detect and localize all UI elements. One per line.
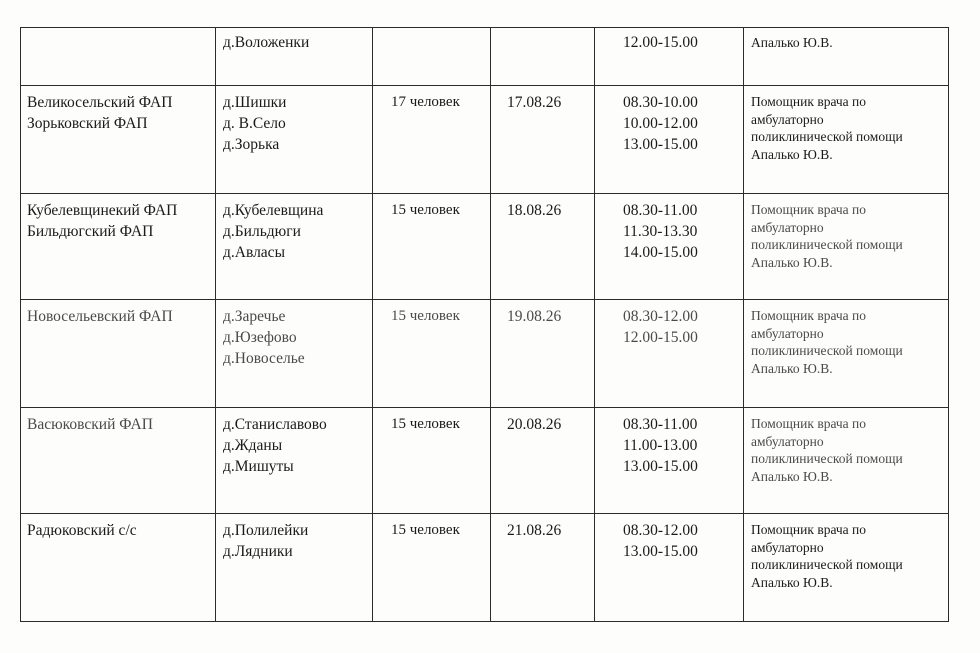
village-name: д.Новоселье [223, 350, 305, 367]
time-slot: 12.00-15.00 [623, 329, 698, 346]
people-count: 15 человек [391, 522, 460, 538]
village-name: д. В.Село [223, 115, 286, 132]
time-slot: 13.00-15.00 [623, 136, 698, 153]
date-cell [491, 300, 595, 408]
villages-cell [216, 86, 373, 194]
date-cell [491, 514, 595, 622]
people-cell [373, 300, 491, 408]
time-slot: 13.00-15.00 [623, 543, 698, 560]
times-cell [595, 86, 744, 194]
time-slot: 08.30-11.00 [623, 202, 698, 219]
times-cell [595, 300, 744, 408]
visit-date: 17.08.26 [507, 94, 562, 111]
time-slot: 14.00-15.00 [623, 244, 698, 261]
times-cell [595, 28, 744, 86]
table-row [21, 300, 949, 408]
people-cell [373, 28, 491, 86]
responsible-line: Помощник врача по [751, 416, 867, 431]
responsible-line: Помощник врача по [751, 202, 867, 217]
responsible-cell [744, 300, 949, 408]
fap-cell [21, 194, 216, 300]
people-cell [373, 408, 491, 514]
responsible-line: амбулаторно [751, 539, 824, 555]
people-cell [373, 194, 491, 300]
people-count: 15 человек [391, 308, 460, 324]
village-name: д.Зорька [223, 136, 280, 153]
responsible-line: Апалько Ю.В. [751, 574, 833, 590]
visit-date: 19.08.26 [507, 308, 562, 325]
time-slot: 08.30-12.00 [623, 522, 698, 539]
visit-date: 21.08.26 [507, 522, 562, 539]
time-slot: 10.00-12.00 [623, 115, 698, 132]
responsible-line: амбулаторно [751, 111, 824, 127]
responsible-cell [744, 86, 949, 194]
responsible-cell [744, 514, 949, 622]
village-name: д.Лядники [223, 543, 293, 560]
village-name: д.Мишуты [223, 458, 294, 475]
responsible-cell [744, 194, 949, 300]
time-slot: 12.00-15.00 [623, 34, 698, 51]
fap-name: Новосельевский ФАП [27, 308, 173, 325]
date-cell [491, 408, 595, 514]
fap-cell [21, 300, 216, 408]
village-name: д.Заречье [223, 308, 286, 325]
fap-cell [21, 514, 216, 622]
responsible-line: Помощник врача по [751, 522, 867, 537]
people-count: 15 человек [391, 202, 460, 218]
fap-name: Радюковский с/с [27, 522, 137, 539]
people-count: 15 человек [391, 416, 460, 432]
fap-name: Зорьковский ФАП [27, 115, 148, 132]
people-cell [373, 514, 491, 622]
responsible-line: амбулаторно [751, 325, 824, 341]
date-cell [491, 194, 595, 300]
village-name: д.Станиславово [223, 416, 327, 433]
responsible-line: Помощник врача по [751, 308, 867, 323]
village-name: д.Авласы [223, 244, 285, 261]
village-name: д.Юзефово [223, 329, 297, 346]
fap-name: Кубелевщинекий ФАП [27, 202, 178, 219]
fap-cell [21, 86, 216, 194]
time-slot: 11.00-13.00 [623, 437, 698, 454]
villages-cell [216, 408, 373, 514]
table-row [21, 408, 949, 514]
people-count: 17 человек [391, 94, 460, 110]
date-cell [491, 28, 595, 86]
responsible-line: Апалько Ю.В. [751, 254, 833, 270]
villages-cell [216, 514, 373, 622]
responsible-line: поликлинической помощи [751, 129, 903, 144]
responsible-line: поликлинической помощи [751, 237, 903, 252]
villages-cell [216, 194, 373, 300]
responsible-line: поликлинической помощи [751, 557, 903, 572]
responsible-line: поликлинической помощи [751, 343, 903, 358]
fap-name: Бильдюгский ФАП [27, 223, 154, 240]
time-slot: 08.30-12.00 [623, 308, 698, 325]
village-name: д.Жданы [223, 437, 283, 454]
fap-name: Васюковский ФАП [27, 416, 153, 433]
people-cell [373, 86, 491, 194]
responsible-line: Апалько Ю.В. [751, 35, 833, 50]
table-row [21, 28, 949, 86]
visit-date: 20.08.26 [507, 416, 562, 433]
times-cell [595, 408, 744, 514]
responsible-line: Апалько Ю.В. [751, 468, 833, 484]
fap-cell [21, 408, 216, 514]
village-name: д.Шишки [223, 94, 287, 111]
table-row [21, 514, 949, 622]
responsible-line: Апалько Ю.В. [751, 360, 833, 376]
villages-cell [216, 28, 373, 86]
times-cell [595, 514, 744, 622]
visit-date: 18.08.26 [507, 202, 562, 219]
village-name: д.Бильдюги [223, 223, 301, 240]
date-cell [491, 86, 595, 194]
responsible-line: амбулаторно [751, 219, 824, 235]
time-slot: 08.30-11.00 [623, 416, 698, 433]
table-row [21, 86, 949, 194]
villages-cell [216, 300, 373, 408]
responsible-line: Апалько Ю.В. [751, 146, 833, 162]
responsible-line: амбулаторно [751, 433, 824, 449]
time-slot: 11.30-13.30 [623, 223, 698, 240]
village-name: д.Полилейки [223, 522, 309, 539]
village-name: д.Кубелевщина [223, 202, 324, 219]
time-slot: 13.00-15.00 [623, 458, 698, 475]
time-slot: 08.30-10.00 [623, 94, 698, 111]
village-name: д.Воложенки [223, 34, 310, 51]
table-row [21, 194, 949, 300]
times-cell [595, 194, 744, 300]
responsible-cell [744, 28, 949, 86]
schedule-table [20, 27, 949, 622]
responsible-line: Помощник врача по [751, 94, 867, 109]
responsible-line: поликлинической помощи [751, 451, 903, 466]
fap-name: Великосельский ФАП [27, 94, 173, 111]
fap-cell [21, 28, 216, 86]
responsible-cell [744, 408, 949, 514]
